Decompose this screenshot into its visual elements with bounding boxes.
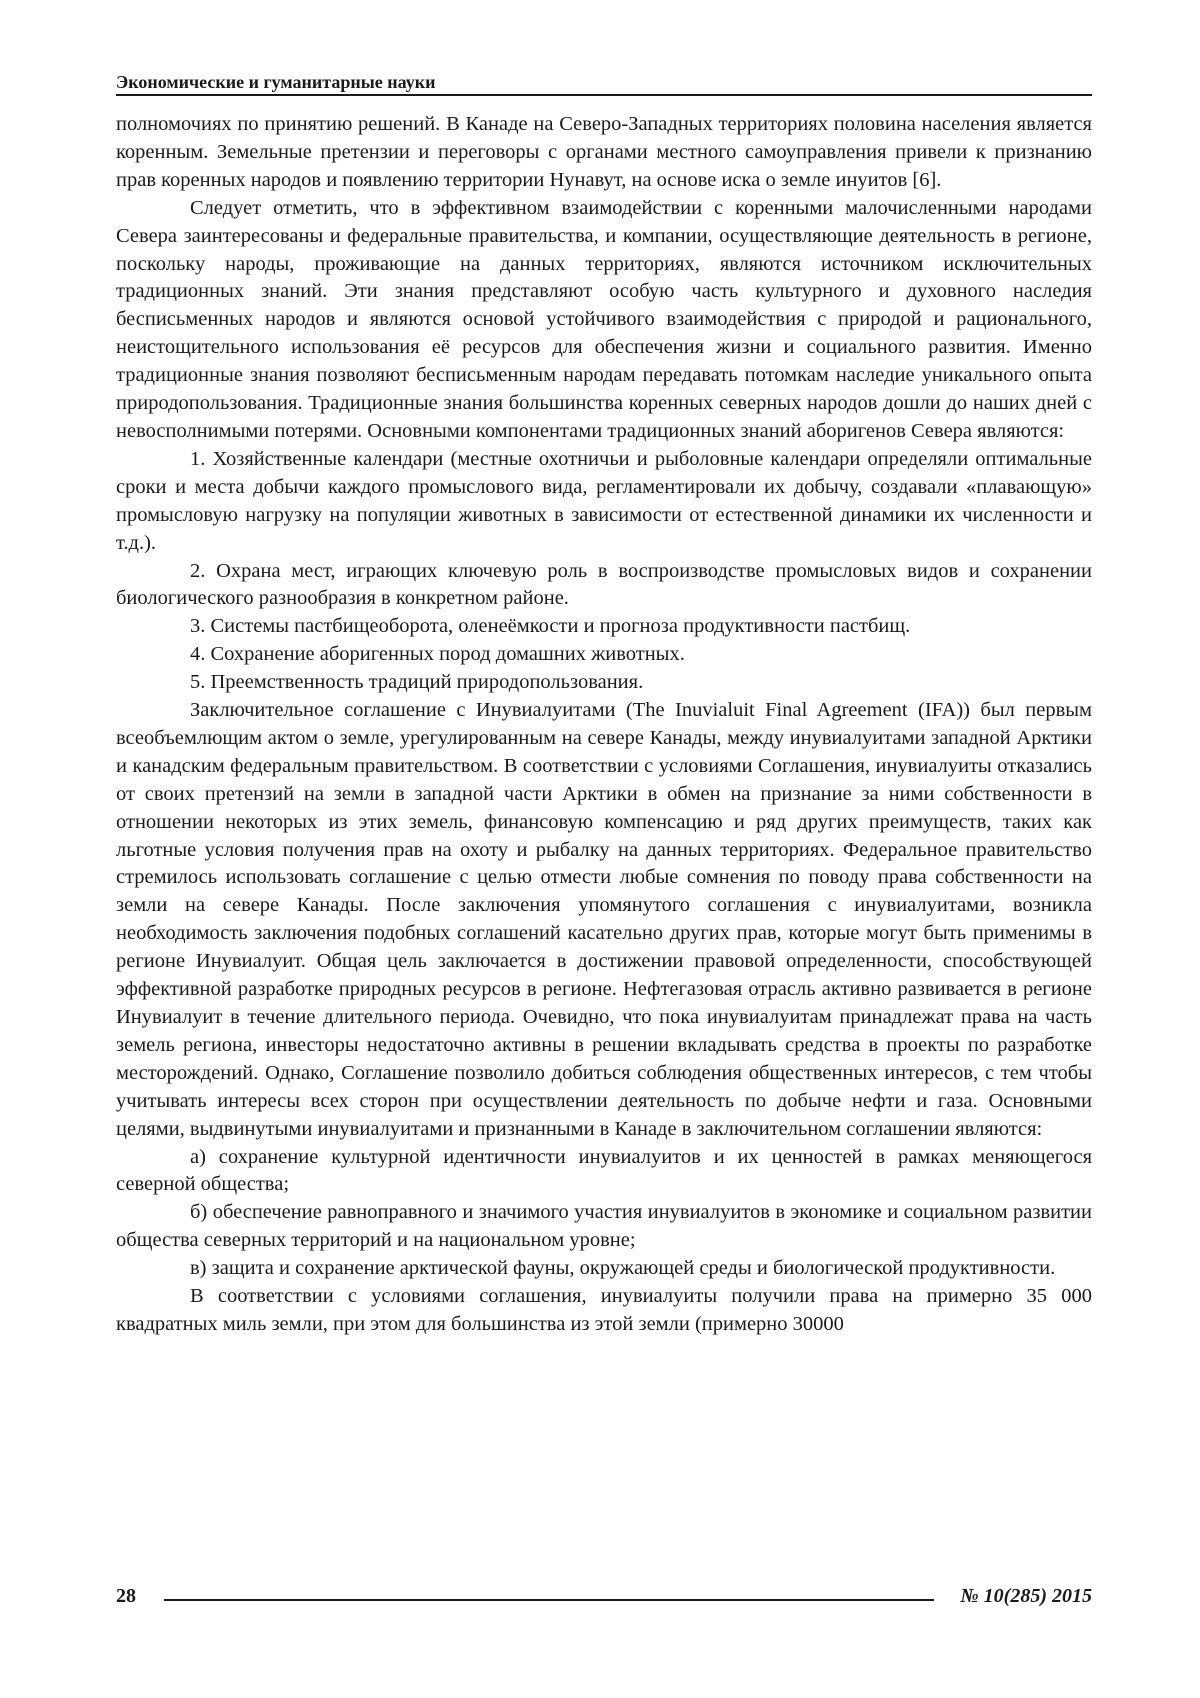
paragraph: В соответствии с условиями соглашения, инувиалуиты получили права на примерно 35 000 квадратных миль земли, при этом для большинства из этой земли (примерно 30000: [116, 1283, 1092, 1339]
list-item: б) обеспечение равноправного и значимого участия инувиалуитов в экономике и социальном развитии общества северных территорий и на национальном уровне;: [116, 1199, 1092, 1255]
list-item: в) защита и сохранение арктической фауны, окружающей среды и биологической продуктивности.: [116, 1255, 1092, 1283]
article-body: [116, 111, 1092, 1339]
page-number: 28: [116, 1583, 136, 1609]
list-item: 3. Системы пастбищеоборота, оленеёмкости и прогноза продуктивности пастбищ.: [116, 613, 1092, 641]
footer-rule: [164, 1599, 934, 1601]
list-item: 4. Сохранение аборигенных пород домашних животных.: [116, 641, 1092, 669]
running-head: Экономические и гуманитарные науки: [116, 72, 1092, 96]
list-item: 1. Хозяйственные календари (местные охотничьи и рыболовные календари определяли оптимальные сроки и места добычи каждого промыслового вида, регламентировали их добычу, создавали «плавающую» промысловую нагрузку на популяции животных в зависимости от естественной динамики их численности и т.д.).: [116, 446, 1092, 558]
list-item: 5. Преемственность традиций природопользования.: [116, 669, 1092, 697]
paragraph: полномочиях по принятию решений. В Канаде на Северо-Западных территориях половина населения является коренным. Земельные претензии и переговоры с органами местного самоуправления привели к признанию прав коренных народов и появлению территории Нунавут, на основе иска о земле инуитов [6].: [116, 111, 1092, 195]
list-item: а) сохранение культурной идентичности инувиалуитов и их ценностей в рамках меняющегося северной общества;: [116, 1144, 1092, 1200]
issue-number: № 10(285) 2015: [960, 1583, 1092, 1609]
paragraph: Заключительное соглашение с Инувиалуитами (The Inuvialuit Final Agreement (IFA)) был первым всеобъемлющим актом о земле, урегулированным на севере Канады, между инувиалуитами западной Арктики и канадским федеральным правительством. В соответствии с условиями Соглашения, инувиалуиты отказались от своих претензий на земли в западной части Арктики в обмен на признание за ними собственности в отношении некоторых из этих земель, финансовую компенсацию и ряд других преимуществ, таких как льготные условия получения прав на охоту и рыбалку на данных территориях. Федеральное правительство стремилось использовать соглашение с целью отмести любые сомнения по поводу права собственности на земли на севере Канады. После заключения упомянутого соглашения с инувиалуитами, возникла необходимость заключения подобных соглашений касательно других прав, которые могут быть применимы в регионе Инувиалуит. Общая цель заключается в достижении правовой определенности, способствующей эффективной разработке природных ресурсов в регионе. Нефтегазовая отрасль активно развивается в регионе Инувиалуит в течение длительного периода. Очевидно, что пока инувиалуитам принадлежат права на часть земель региона, инвесторы недостаточно активны в решении вкладывать средства в проекты по разработке месторождений. Однако, Соглашение позволило добиться соблюдения общественных интересов, с тем чтобы учитывать интересы всех сторон при осуществлении деятельность по добыче нефти и газа. Основными целями, выдвинутыми инувиалуитами и признанными в Канаде в заключительном соглашении являются:: [116, 697, 1092, 1144]
page-footer: [116, 1583, 1092, 1609]
journal-page: [0, 0, 1200, 1698]
list-item: 2. Охрана мест, играющих ключевую роль в воспроизводстве промысловых видов и сохранении биологического разнообразия в конкретном районе.: [116, 558, 1092, 614]
paragraph: Следует отметить, что в эффективном взаимодействии с коренными малочисленными народами Севера заинтересованы и федеральные правительства, и компании, осуществляющие деятельность в регионе, поскольку народы, проживающие на данных территориях, являются источником исключительных традиционных знаний. Эти знания представляют особую часть культурного и духовного наследия бесписьменных народов и являются основой устойчивого взаимодействия с природой и рационального, неистощительного использования её ресурсов для обеспечения жизни и социального развития. Именно традиционные знания позволяют бесписьменным народам передавать потомкам наследие уникального опыта природопользования. Традиционные знания большинства коренных северных народов дошли до наших дней с невосполнимыми потерями. Основными компонентами традиционных знаний аборигенов Севера являются:: [116, 195, 1092, 446]
